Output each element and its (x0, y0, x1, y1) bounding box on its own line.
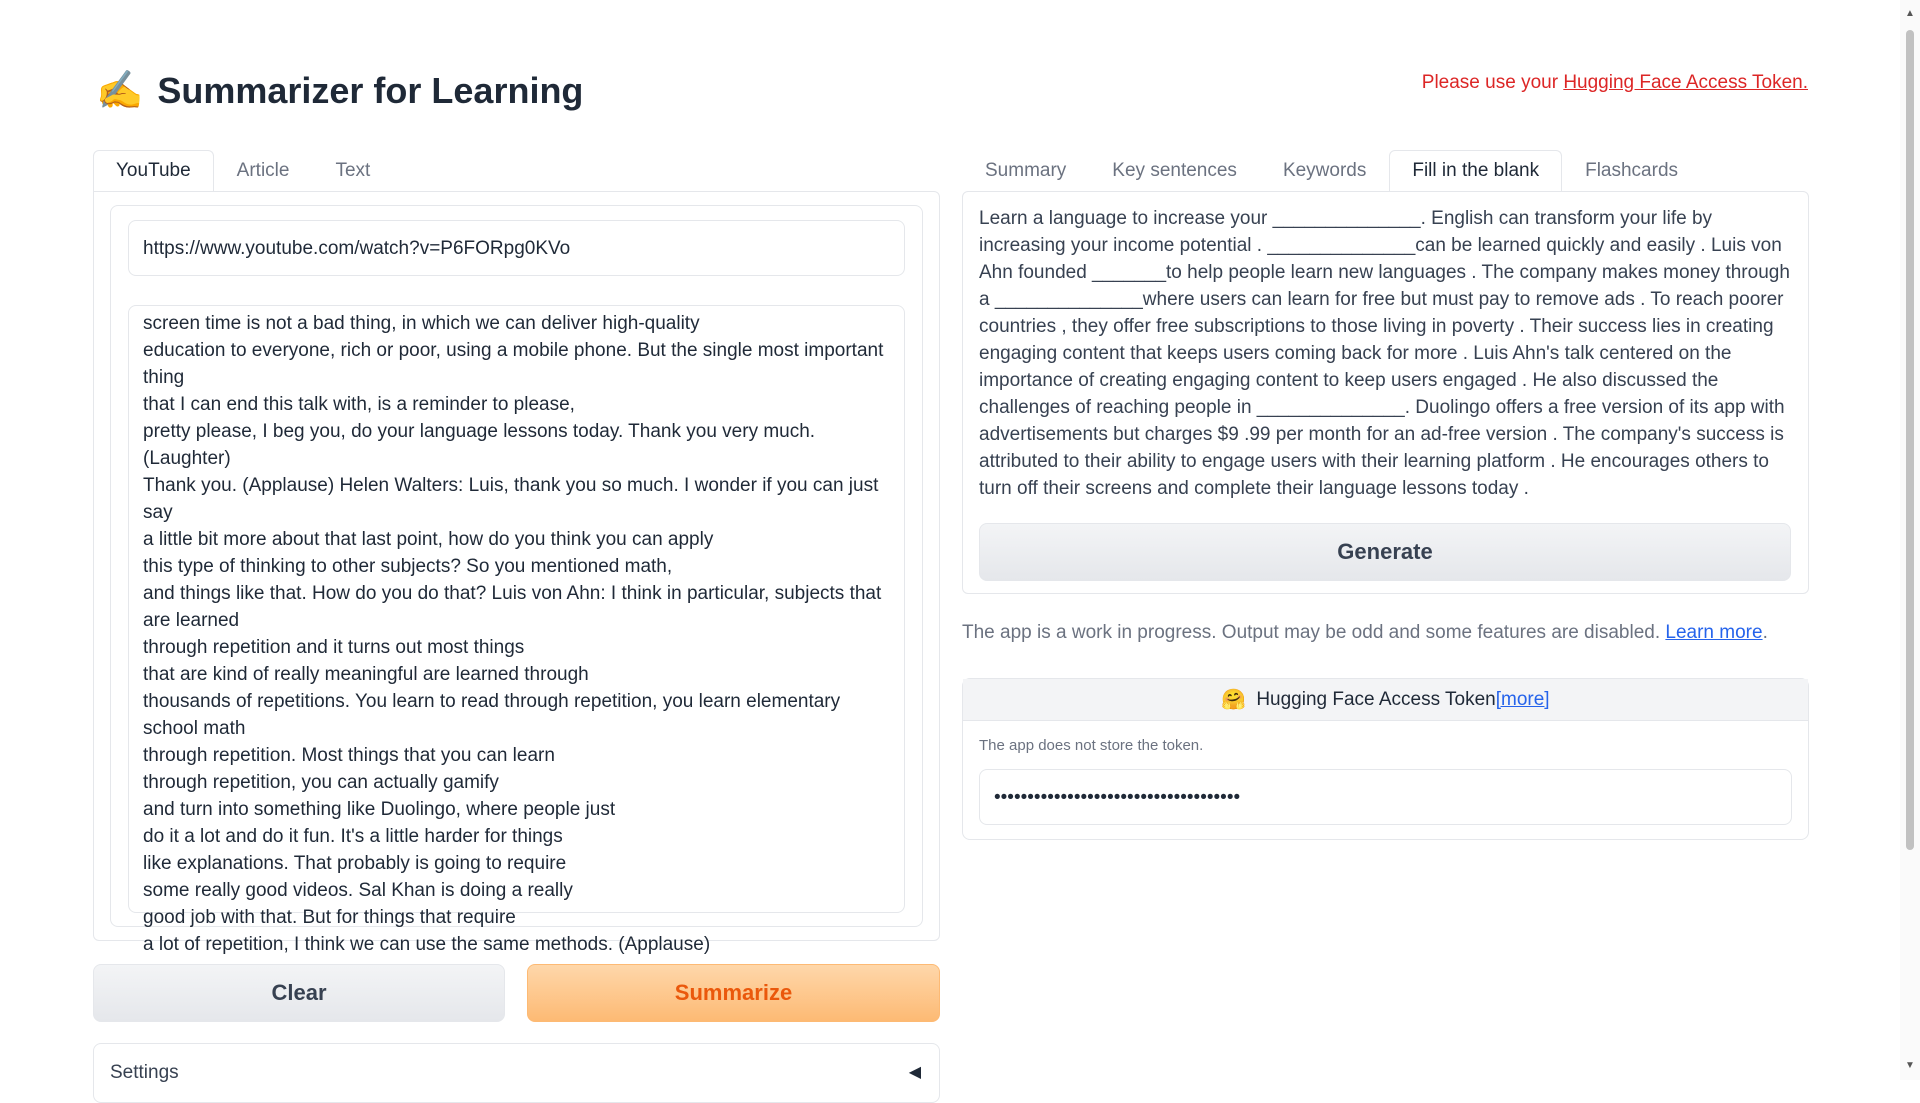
transcript-line: screen time is not a bad thing, in which we can deliver high-quality (143, 313, 700, 334)
transcript-line: and turn into something like Duolingo, where people just (143, 799, 616, 820)
settings-label: Settings (110, 1062, 179, 1083)
tab-youtube[interactable]: YouTube (93, 150, 214, 192)
page-header (96, 70, 583, 112)
token-notice-text: Please use your (1421, 72, 1564, 93)
page-scrollbar[interactable] (1900, 0, 1920, 1080)
transcript-line: a little bit more about that last point, how do you think you can apply (143, 529, 714, 550)
transcript-line: that I can end this talk with, is a reminder to please, (143, 394, 575, 415)
transcript-textarea[interactable] (128, 305, 905, 955)
token-header-label: Hugging Face Access Token (1256, 688, 1496, 710)
transcript-line: Thank you. (Applause) Helen Walters: Luis, thank you so much. I wonder if you can just say (143, 475, 879, 523)
tab-article[interactable]: Article (236, 160, 290, 181)
transcript-line: through repetition, you can actually gamify (143, 772, 499, 793)
page-title: Summarizer for Learning (157, 70, 584, 111)
learn-more-link[interactable]: Learn more (1665, 622, 1763, 643)
caret-left-icon: ◀ (908, 1064, 921, 1081)
transcript-line: good job with that. But for things that require (143, 907, 516, 928)
scroll-thumb[interactable] (1906, 30, 1914, 850)
input-source-tabs (93, 150, 393, 192)
transcript-line: pretty please, I beg you, do your language lessons today. Thank you very much. (Laughter) (143, 421, 816, 469)
token-notice (1422, 72, 1808, 94)
transcript-line: through repetition. Most things that you can learn (143, 745, 555, 766)
token-notice-link[interactable]: Hugging Face Access Token. (1563, 72, 1808, 93)
transcript-line: thousands of repetitions. You learn to read through repetition, you learn elementary school math (143, 691, 841, 739)
token-section (962, 678, 1809, 840)
tab-summary[interactable]: Summary (985, 160, 1067, 181)
wip-notice (962, 622, 1768, 644)
transcript-line: do it a lot and do it fun. It's a little harder for things (143, 826, 563, 847)
transcript-line: some really good videos. Sal Khan is doing a really (143, 880, 573, 901)
transcript-line: and things like that. How do you do that? Luis von Ahn: I think in particular, subjects that are learned (143, 583, 882, 631)
transcript-line: this type of thinking to other subjects? So you mentioned math, (143, 556, 673, 577)
hugging-face-icon: 🤗 (1221, 689, 1247, 711)
tab-keywords[interactable]: Keywords (1282, 160, 1367, 181)
summarize-button[interactable]: Summarize (527, 964, 940, 1022)
transcript-line: a lot of repetition, I think we can use the same methods. (Applause) (143, 934, 711, 955)
tab-text[interactable]: Text (335, 160, 371, 181)
scroll-down-icon[interactable]: ▼ (1905, 1060, 1915, 1071)
token-more-link[interactable]: [more] (1495, 688, 1550, 710)
youtube-url-input[interactable]: https://www.youtube.com/watch?v=P6FORpg0KVo (128, 220, 905, 276)
generate-button[interactable]: Generate (979, 523, 1791, 581)
clear-button[interactable]: Clear (93, 964, 505, 1022)
transcript-line: that are kind of really meaningful are learned through (143, 664, 589, 685)
fill-in-blank-output: Learn a language to increase your ______________. English can transform your life by increasing your income potential . ______________can be learned quickly and easily . Luis von Ahn founded _______to help people learn new languages . The company makes money through a ______________where users can learn for free but must pay to remove ads . To reach poorer countries , they offer free subscriptions to those living in poverty . Their success lies in creating engaging content that keeps users coming back for more . Luis Ahn's talk centered on the importance of creating engaging content to keep users engaged . He also discussed the challenges of reaching people in ______________. Duolingo offers a free version of its app with advertisements but charges $9 .99 per month for an ad-free version . The company's success is attributed to their ability to engage users with their learning platform . He encourages others to turn off their screens and complete their language lessons today . (979, 208, 1790, 499)
settings-accordion[interactable] (93, 1043, 940, 1103)
token-password-input[interactable]: ••••••••••••••••••••••••••••••••••••• (979, 769, 1792, 825)
transcript-line: through repetition and it turns out most things (143, 637, 525, 658)
token-note: The app does not store the token. (979, 737, 1204, 754)
output-tabs (962, 150, 1701, 192)
writing-hand-icon: ✍️ (96, 70, 144, 112)
tab-key-sentences[interactable]: Key sentences (1112, 160, 1237, 181)
token-header (963, 679, 1808, 721)
tab-fill-in-the-blank[interactable]: Fill in the blank (1389, 150, 1562, 192)
wip-text: The app is a work in progress. Output may be odd and some features are disabled. (962, 622, 1666, 643)
transcript-line: education to everyone, rich or poor, using a mobile phone. But the single most important thing (143, 340, 884, 388)
wip-end: . (1762, 622, 1768, 643)
tab-flashcards[interactable]: Flashcards (1585, 160, 1679, 181)
scroll-up-icon[interactable]: ▲ (1905, 8, 1915, 19)
transcript-line: like explanations. That probably is going to require (143, 853, 567, 874)
